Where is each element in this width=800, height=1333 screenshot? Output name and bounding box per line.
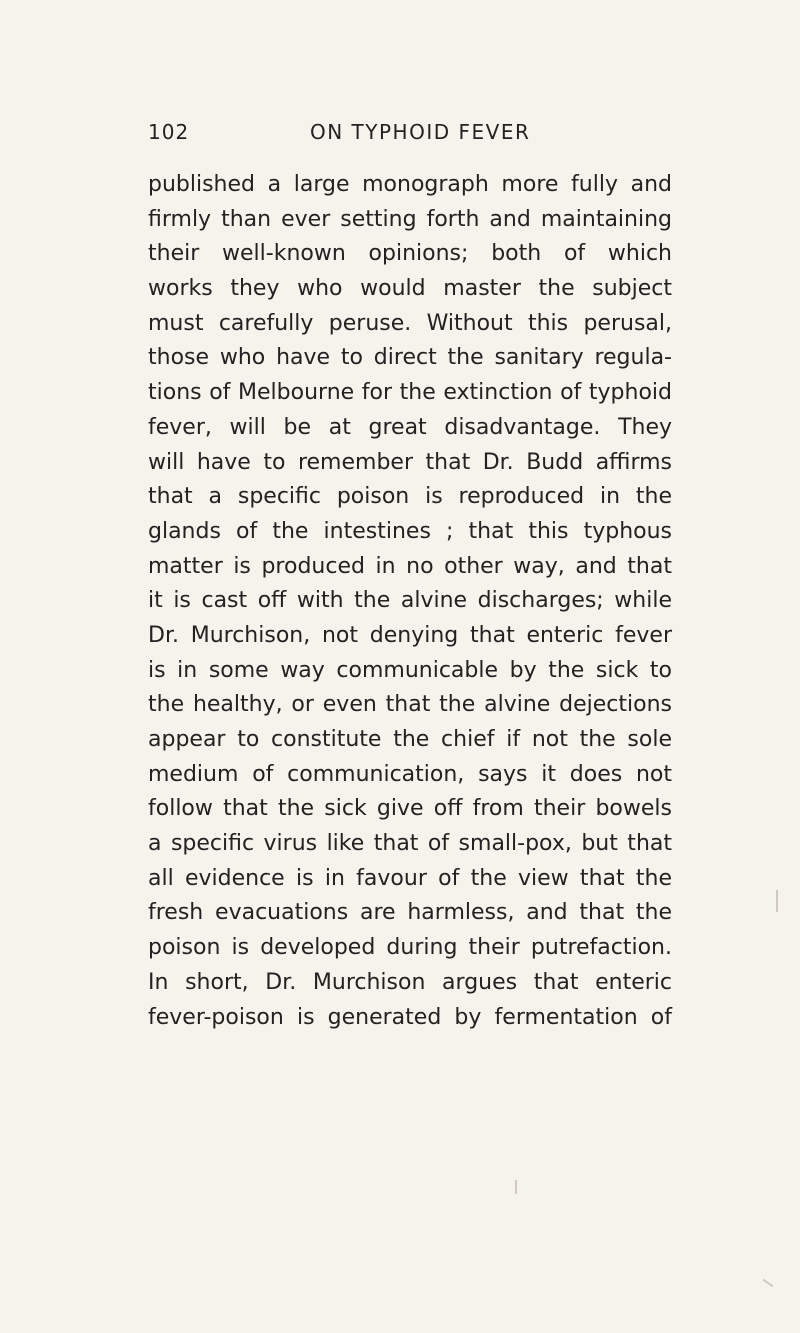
text-line: their well-known opinions; both of which [148, 241, 672, 267]
text-line: glands of the intestines ; that this typhous [148, 518, 672, 544]
text-line: all evidence is in favour of the view that the [148, 865, 672, 891]
text-line: is in some way communicable by the sick to [148, 657, 672, 683]
text-line: appear to constitute the chief if not the sole [148, 727, 672, 752]
text-line: must carefully peruse. Without this perusal, [148, 310, 672, 336]
text-line: the healthy, or even that the alvine dejections [148, 692, 672, 718]
running-head: ON TYPHOID FEVER [310, 120, 531, 144]
scan-speck [763, 1279, 774, 1288]
text-line: In short, Dr. Murchison argues that enteric [148, 969, 672, 995]
text-line: fever-poison is generated by fermentation of [148, 1004, 672, 1030]
body-text [148, 168, 672, 1035]
text-line: poison is developed during their putrefaction. [148, 935, 672, 961]
text-line: a specific virus like that of small-pox, but that [148, 831, 672, 857]
text-line: fresh evacuations are harmless, and that the [148, 900, 672, 926]
page-number: 102 [148, 120, 190, 144]
text-line: firmly than ever setting forth and maintaining [148, 206, 672, 232]
page-header [148, 120, 668, 150]
text-line: will have to remember that Dr. Budd affirms [148, 449, 672, 475]
text-line: it is cast off with the alvine discharges; while [148, 588, 672, 614]
text-line: Dr. Murchison, not denying that enteric fever [148, 622, 672, 648]
scan-speck [515, 1180, 517, 1194]
text-line: matter is produced in no other way, and that [148, 553, 672, 579]
text-line: fever, will be at great disadvantage. They [148, 414, 672, 440]
text-line: follow that the sick give off from their bowels [148, 796, 672, 822]
text-line: medium of communication, says it does not [148, 761, 672, 787]
text-line: tions of Melbourne for the extinction of typhoid [148, 380, 672, 406]
text-line: works they who would master the subject [148, 276, 672, 302]
text-line: published a large monograph more fully and [148, 172, 672, 197]
text-line: those who have to direct the sanitary regula- [148, 345, 672, 371]
text-line: that a specific poison is reproduced in the [148, 484, 672, 510]
scan-speck [776, 890, 778, 912]
